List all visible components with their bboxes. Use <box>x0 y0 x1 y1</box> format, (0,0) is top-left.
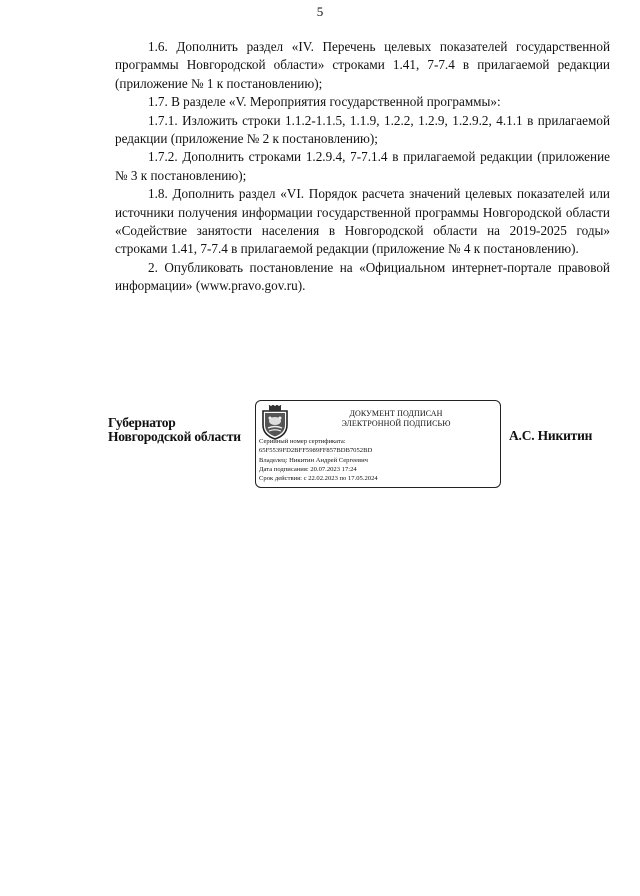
stamp-header-line-1: ДОКУМЕНТ ПОДПИСАН <box>349 409 443 418</box>
page-number: 5 <box>316 4 324 19</box>
paragraph-2: 2. Опубликовать постановление на «Официальном интернет-портале правовой информации» (www.pravo.gov.ru). <box>115 259 610 294</box>
signing-date: Дата подписания: 20.07.2023 17:24 <box>259 465 357 473</box>
certificate-serial-label: Серийный номер сертификата: <box>259 438 346 445</box>
position-line-1: Губернатор <box>108 415 176 430</box>
paragraph-1-6: 1.6. Дополнить раздел «IV. Перечень целевых показателей государственной программы Новгородской области» строками 1.41, 7-7.4 в прилагаемой редакции (приложение № 1 к постановлению); <box>115 39 610 91</box>
paragraph-1-7-2: 1.7.2. Дополнить строками 1.2.9.4, 7-7.1.4 в прилагаемой редакции (приложение № 3 к постановлению); <box>115 149 610 183</box>
paragraph-1-7-1: 1.7.1. Изложить строки 1.1.2-1.1.5, 1.1.9, 1.2.2, 1.2.9, 1.2.9.2, 4.1.1 в прилагаемой редакции (приложение № 2 к постановлению); <box>115 112 610 147</box>
stamp-details <box>259 437 499 483</box>
novgorod-coat-of-arms-icon <box>260 405 290 441</box>
certificate-owner: Владелец: Никитин Андрей Сергеевич <box>259 456 368 464</box>
stamp-header-line-2: ЭЛЕКТРОННОЙ ПОДПИСЬЮ <box>341 419 451 428</box>
electronic-signature-stamp <box>255 400 501 488</box>
paragraph-1-7: 1.7. В разделе «V. Мероприятия государственной программы»: <box>148 94 501 110</box>
certificate-validity: Срок действия: с 22.02.2023 по 17.05.2024 <box>259 475 378 483</box>
certificate-serial-value: 65F5539FD2BFF5989FF857BDB7052BD <box>259 447 373 455</box>
signatory-position <box>108 416 241 444</box>
paragraph-1-8: 1.8. Дополнить раздел «VI. Порядок расчета значений целевых показателей или источники получения информации государственной программы Новгородской области «Содействие занятости населения в Новгородской области на 2019-2025 годы» строками 1.41, 7-7.4 в прилагаемой редакции (приложение № 4 к постановлению). <box>115 186 610 257</box>
stamp-header <box>296 409 496 429</box>
position-line-2: Новгородской области <box>108 429 241 444</box>
signatory-name: А.С. Никитин <box>509 428 593 443</box>
